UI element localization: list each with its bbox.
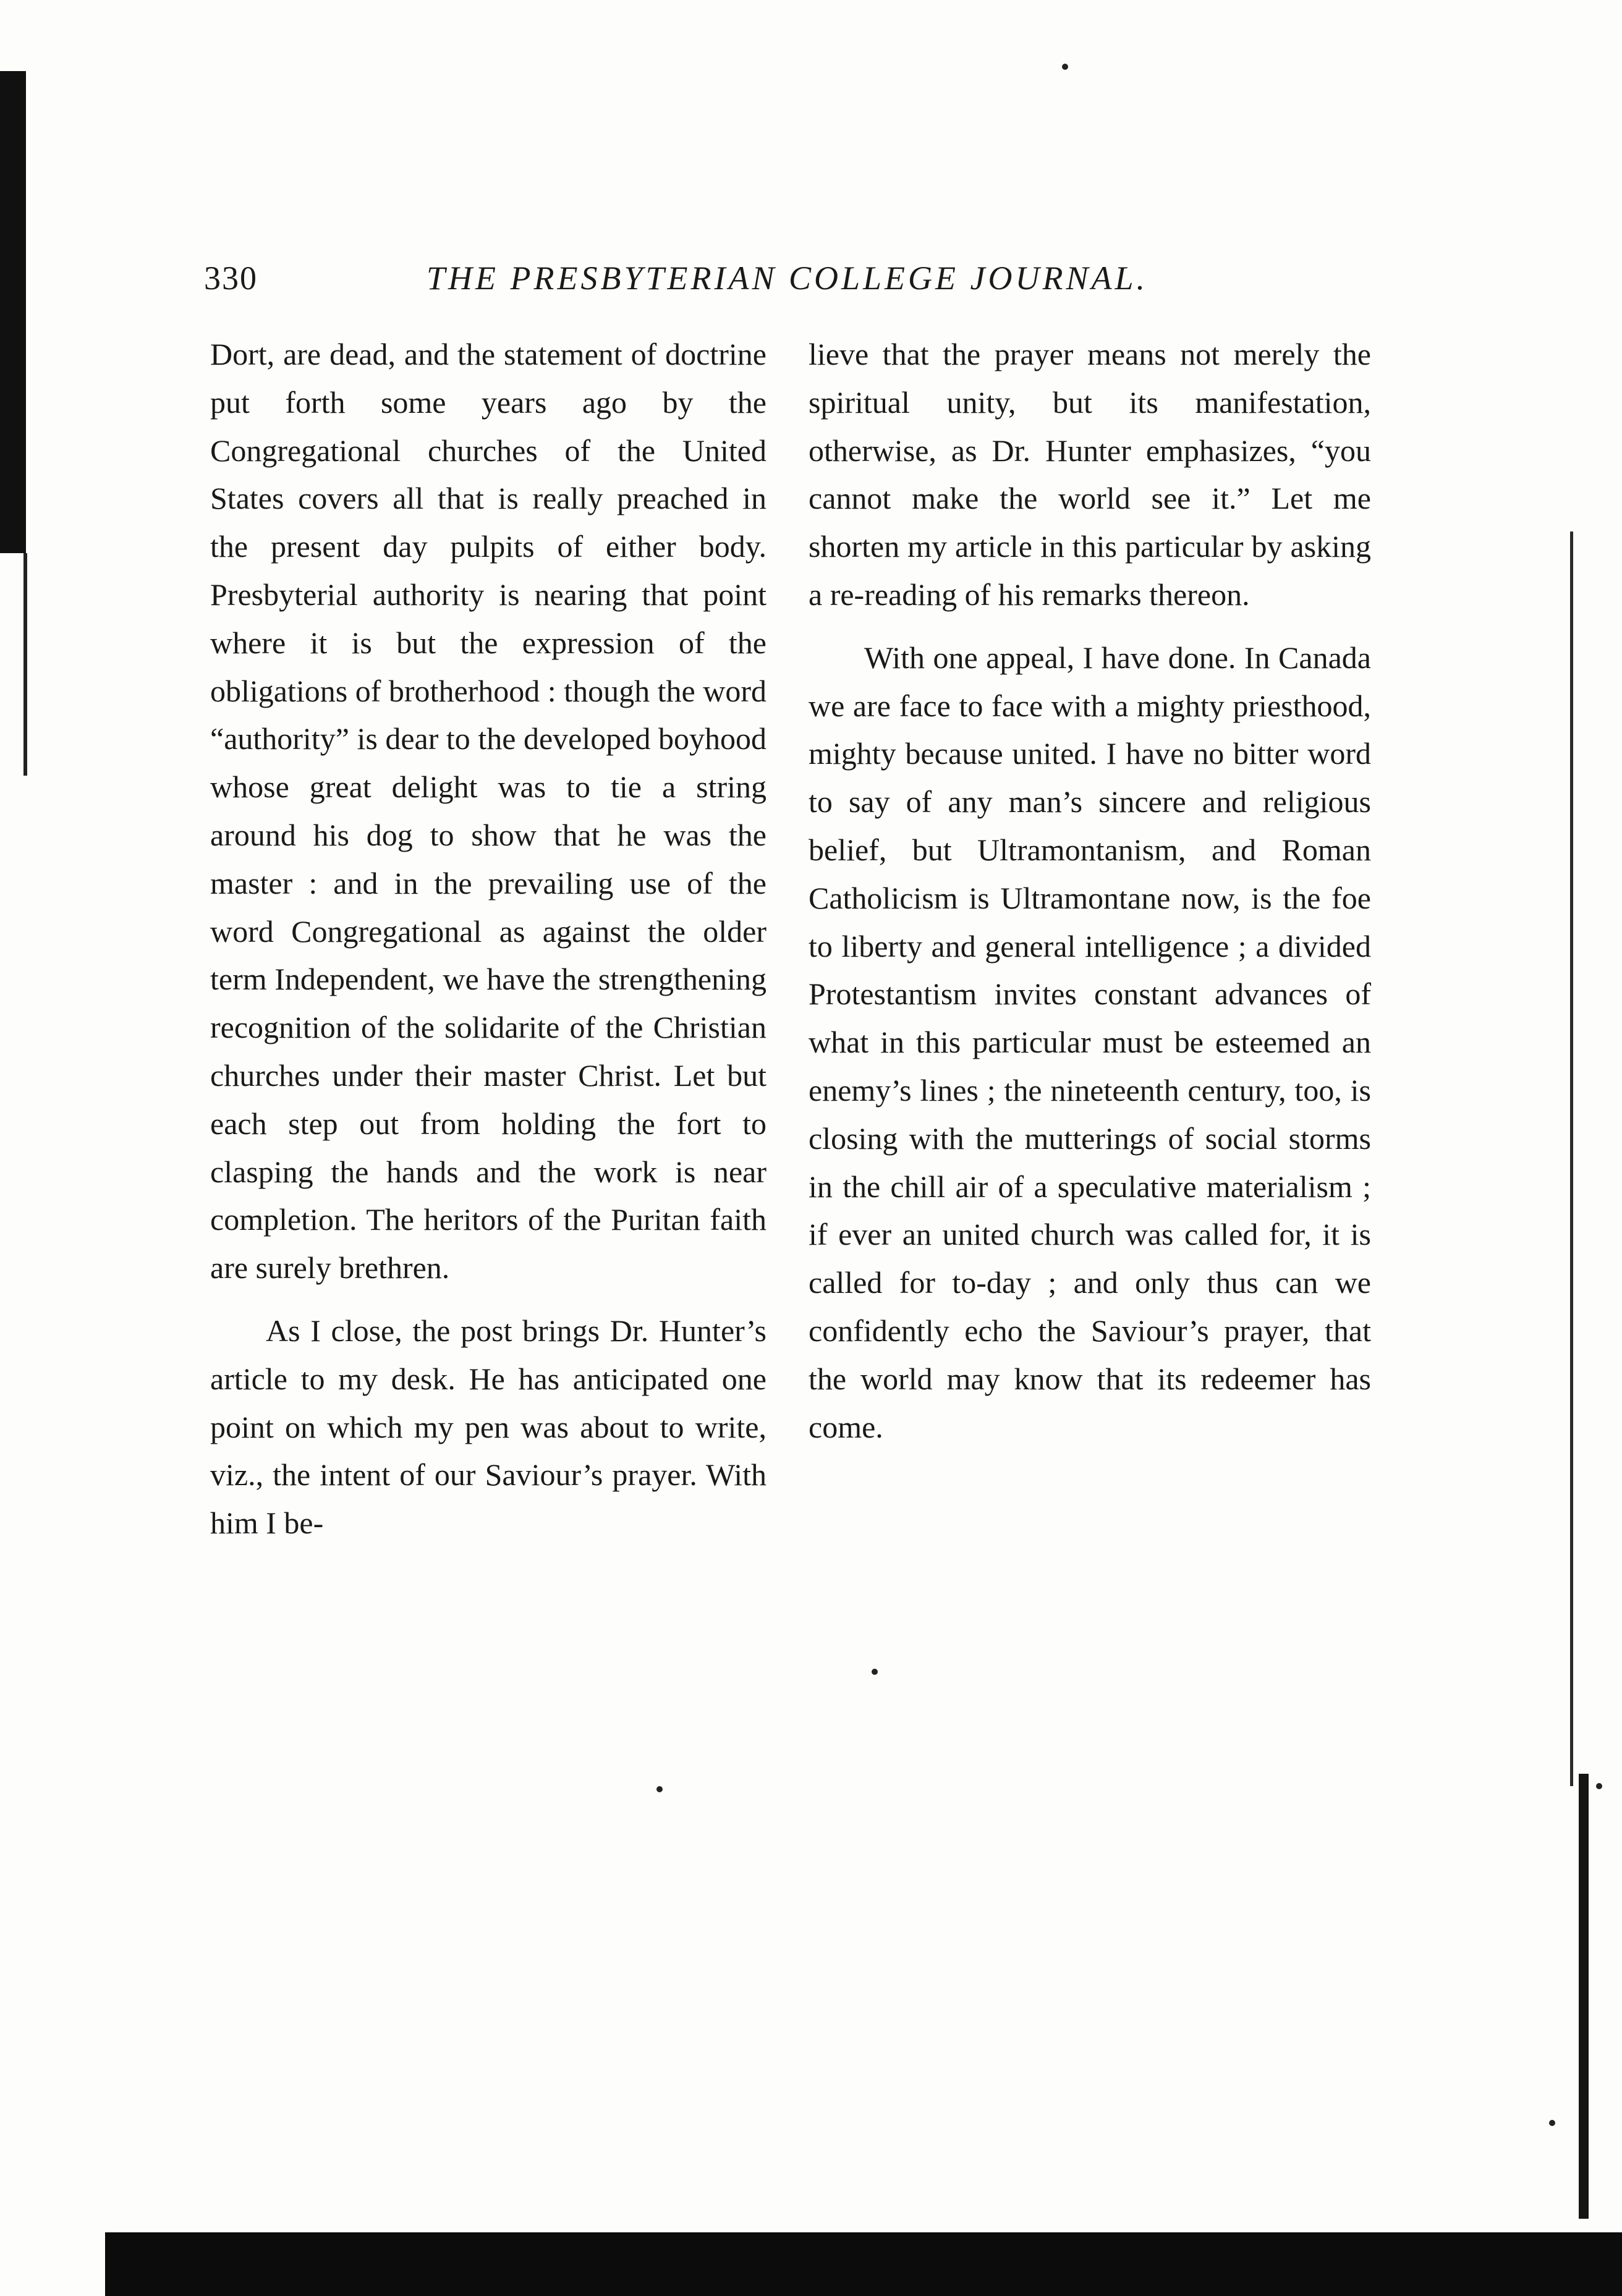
scan-speck	[1596, 1783, 1602, 1789]
scan-speck	[1549, 2120, 1555, 2126]
scan-speck	[656, 1786, 663, 1792]
scan-edge-bottom	[105, 2232, 1622, 2296]
paragraph: Dort, are dead, and the statement of doctrine put forth some years ago by the Congregational churches of the United States covers all that is really preached in the present day pulpits of either body. Presbyterial authority is nearing that point where it is but the expression of the obligations of brotherhood : though the word “authority” is dear to the developed boyhood whose great delight was to tie a string around his dog to show that he was the master : and in the prevailing use of the word Congregational as against the older term Independent, we have the strengthening recognition of the solidarite of the Christian churches under their master Christ. Let but each step out from holding the fort to clasping the hands and the work is near completion. The heritors of the Puritan faith are surely brethren.	[210, 337, 766, 1286]
scan-edge-left-thin	[23, 553, 27, 776]
scan-speck	[1062, 64, 1068, 70]
paragraph: With one appeal, I have done. In Canada we are face to face with a mighty priesthood, mighty because united. I have no bitter word to say of any man’s sincere and religious belief, but Ultramontanism, and Roman Catholicism is Ultramontane now, is the foe to liberty and general intelligence ; a divided Protestantism invites constant advances of what in this particular must be esteemed an enemy’s lines ; the nineteenth century, too, is closing with the mutterings of social storms in the chill air of a speculative materialism ; if ever an united church was called for, it is called for to-day ; and only thus can we confidently echo the Saviour’s prayer, that the world may know that its redeemer has come.	[809, 640, 1371, 1444]
page-number: 330	[204, 260, 258, 297]
paragraph: lieve that the prayer means not merely the spiritual unity, but its manifestation, otherwise, as Dr. Hunter emphasizes, “you cannot make the world see it.” Let me shorten my article in this particular by asking a re-reading of his remarks thereon.	[809, 337, 1371, 612]
scan-speck	[872, 1669, 878, 1675]
page-header	[204, 253, 1378, 303]
left-column	[210, 331, 766, 1548]
right-column	[809, 331, 1371, 1451]
scan-edge-left	[0, 71, 26, 553]
paragraph: As I close, the post brings Dr. Hunter’s article to my desk. He has anticipated one point on which my pen was about to write, viz., the intent of our Saviour’s prayer. With him I be-	[210, 1313, 766, 1541]
scan-edge-right-thin	[1570, 532, 1573, 1786]
scan-edge-right	[1579, 1774, 1589, 2219]
running-title: THE PRESBYTERIAN COLLEGE JOURNAL.	[427, 260, 1149, 297]
